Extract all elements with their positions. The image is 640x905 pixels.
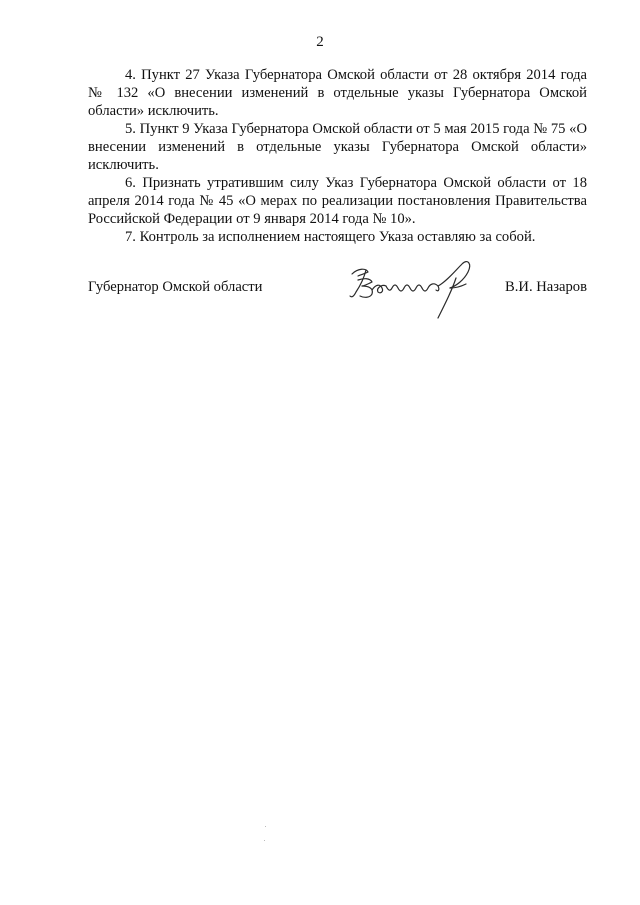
page-number: 2 (316, 34, 324, 50)
scan-speck (264, 840, 265, 841)
signature-block (88, 270, 587, 330)
scan-speck (265, 826, 266, 827)
paragraph-item-5: 5. Пункт 9 Указа Губернатора Омской области от 5 мая 2015 года № 75 «О внесении изменений в отдельные указы Губернатора Омской области» исключить. (88, 121, 587, 173)
handwritten-signature (338, 256, 488, 326)
paragraph-item-6: 6. Признать утратившим силу Указ Губернатора Омской области от 18 апреля 2014 года № 45 «О мерах по реализации постановления Правительства Российской Федерации от 9 января 2014 года № 10». (88, 175, 587, 227)
document-body (88, 66, 587, 246)
signer-title: Губернатор Омской области (88, 279, 263, 295)
paragraph-item-4: 4. Пункт 27 Указа Губернатора Омской области от 28 октября 2014 года № 132 «О внесении изменений в отдельные указы Губернатора Омской области» исключить. (88, 67, 587, 119)
paragraph-item-7: 7. Контроль за исполнением настоящего Указа оставляю за собой. (125, 229, 536, 245)
signer-name: В.И. Назаров (505, 279, 587, 295)
